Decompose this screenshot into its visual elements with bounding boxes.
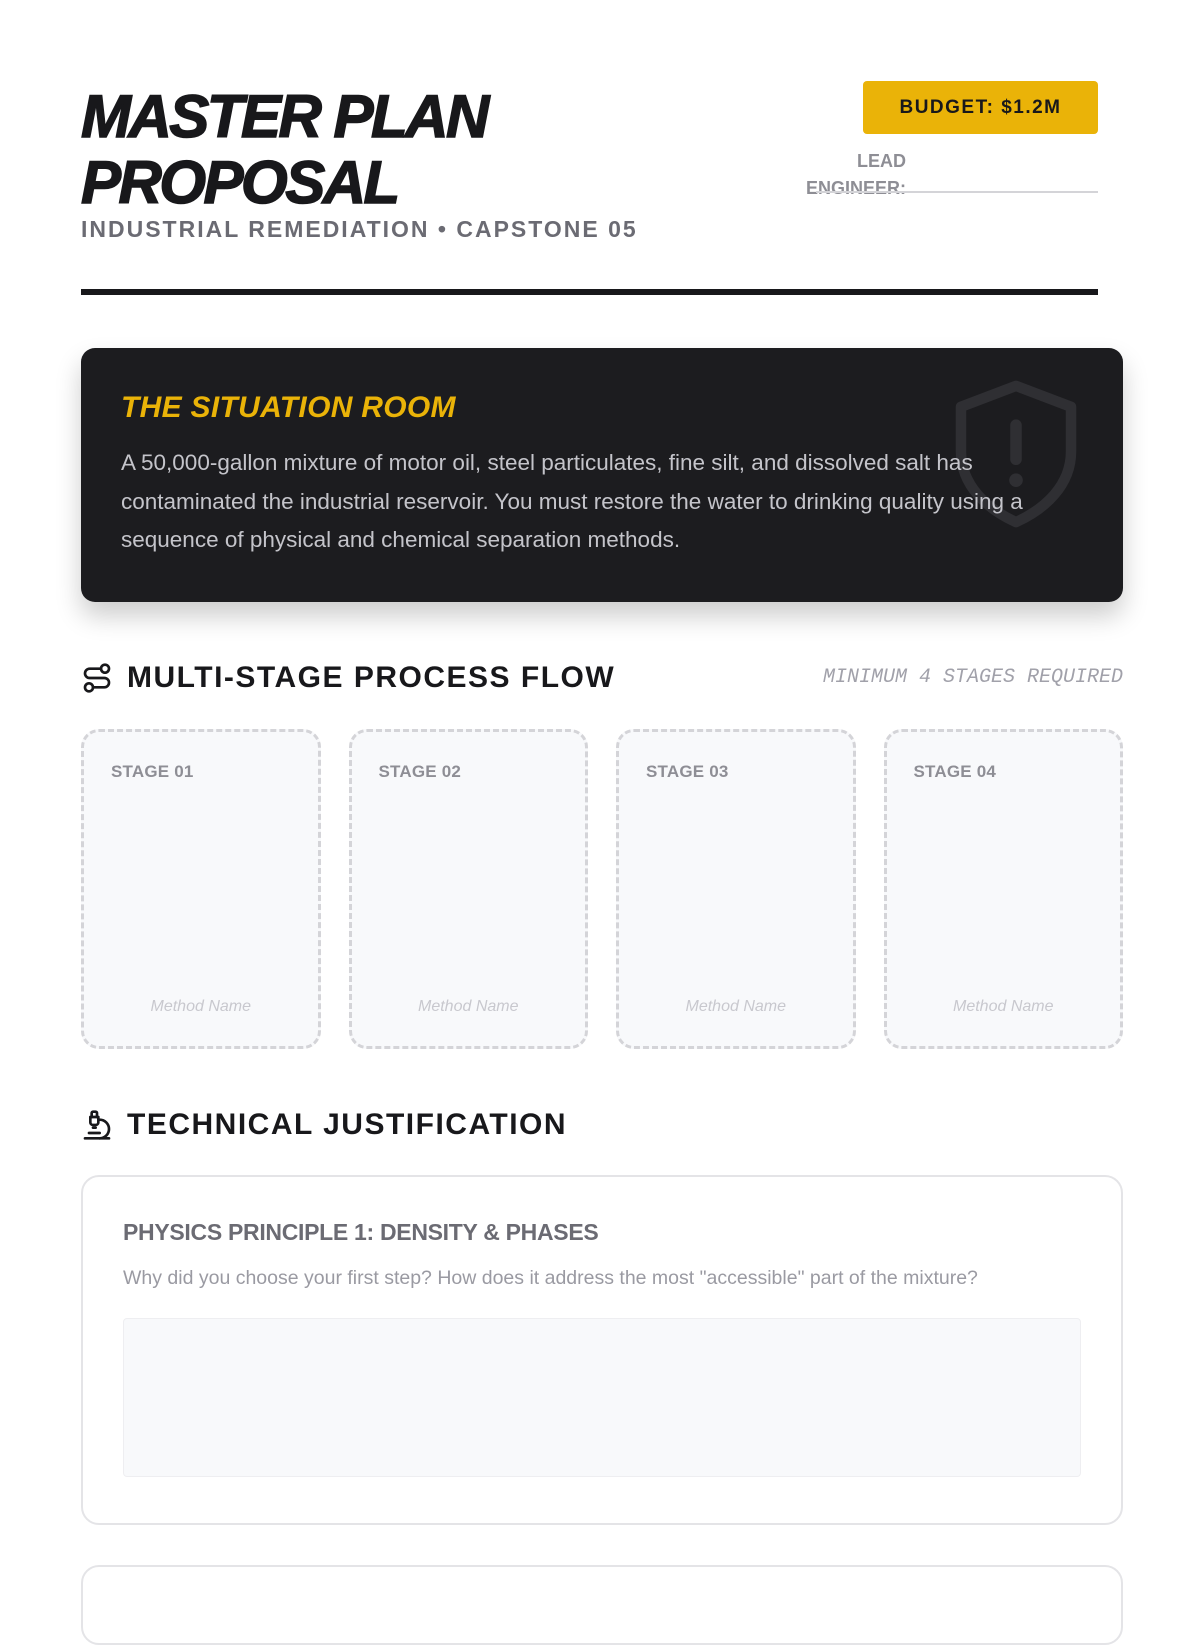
stage-label: STAGE 02	[378, 762, 462, 781]
stage-label: STAGE 03	[646, 762, 729, 781]
situation-title: THE SITUATION ROOM	[121, 391, 456, 424]
situation-room-panel	[81, 348, 1123, 602]
route-icon	[81, 662, 113, 694]
method-name-field[interactable]: Method Name	[953, 998, 1054, 1015]
technical-justification-heading	[81, 1105, 1123, 1145]
page-subtitle: INDUSTRIAL REMEDIATION • CAPSTONE 05	[81, 216, 638, 242]
page-title-line1: MASTER PLAN	[81, 83, 487, 150]
page-title-line2: PROPOSAL	[81, 149, 398, 216]
lead-engineer-label-line1: LEAD	[857, 151, 906, 171]
stage-card-02[interactable]	[349, 729, 589, 1049]
principle-title: PHYSICS PRINCIPLE 1: DENSITY & PHASES	[123, 1219, 599, 1245]
method-name-field[interactable]: Method Name	[418, 998, 519, 1015]
microscope-icon	[81, 1109, 113, 1141]
header	[81, 0, 1098, 295]
principle-card-1	[81, 1175, 1123, 1525]
stage-label: STAGE 04	[913, 762, 997, 781]
lead-engineer-label-line2: ENGINEER:	[805, 178, 906, 198]
page-title	[81, 84, 641, 216]
principle-question: Why did you choose your first step? How does it address the most "accessible" part of the mixture?	[123, 1267, 978, 1289]
stage-list	[81, 729, 1123, 1049]
stage-card-04[interactable]	[884, 729, 1124, 1049]
method-name-field[interactable]: Method Name	[150, 998, 251, 1015]
stage-card-01[interactable]	[81, 729, 321, 1049]
technical-justification-title: TECHNICAL JUSTIFICATION	[127, 1108, 568, 1141]
lead-engineer-field[interactable]	[816, 191, 1098, 193]
method-name-field[interactable]: Method Name	[685, 998, 786, 1015]
answer-textarea[interactable]	[123, 1318, 1081, 1477]
process-flow-title: MULTI-STAGE PROCESS FLOW	[127, 661, 616, 694]
stage-label: STAGE 01	[111, 762, 194, 781]
principle-card-2	[81, 1565, 1123, 1645]
situation-description: A 50,000-gallon mixture of motor oil, steel particulates, fine silt, and dissolved salt has contaminated the industrial reservoir. You must restore the water to drinking quality using a sequence of physical and chemical separation methods.	[121, 450, 1023, 552]
process-flow-heading	[81, 658, 1123, 698]
stages-requirement-note: MINIMUM 4 STAGES REQUIRED	[822, 666, 1123, 689]
stage-card-03[interactable]	[616, 729, 856, 1049]
budget-badge: BUDGET: $1.2M	[863, 81, 1098, 134]
lead-engineer-label	[781, 148, 906, 202]
